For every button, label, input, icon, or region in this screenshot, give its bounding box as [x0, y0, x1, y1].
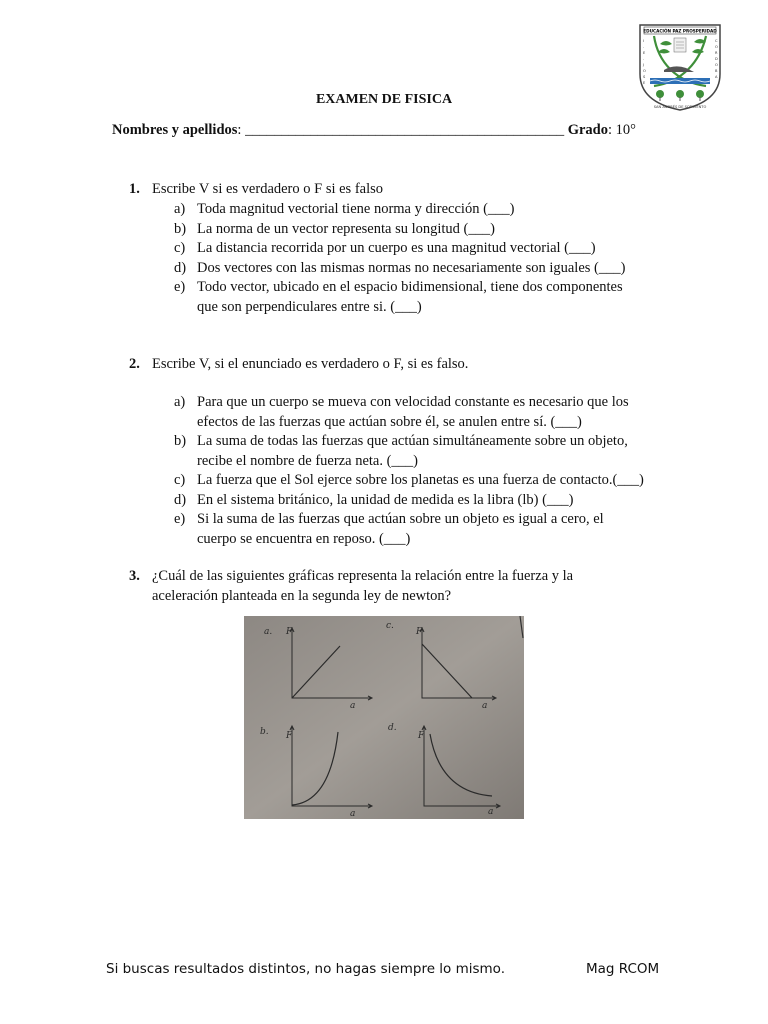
statement-item	[174, 432, 644, 471]
panel-a-x-label: a	[350, 701, 356, 711]
grade-value: : 10°	[607, 122, 636, 138]
item-line: efectos de las fuerzas que actúan sobre él, se anulen entre sí. (___)	[197, 413, 582, 430]
svg-text:E: E	[643, 51, 646, 55]
statement-item	[174, 393, 644, 432]
item-letter: e)	[174, 279, 186, 295]
question-number: 2.	[129, 356, 140, 372]
item-letter: b)	[174, 433, 187, 449]
statement-item	[174, 471, 644, 491]
svg-text:O: O	[715, 63, 718, 67]
svg-text:I: I	[643, 39, 645, 43]
panel-d-x-label: a	[488, 807, 494, 817]
item-line: En el sistema británico, la unidad de medida es la libra (lb) (___)	[197, 491, 574, 508]
student-name-line	[112, 122, 636, 139]
statement-item	[174, 259, 625, 279]
footer-quote: Si buscas resultados distintos, no hagas siempre lo mismo.	[106, 961, 505, 977]
svg-text:SAN ANDRÉS DE SOTAVENTO: SAN ANDRÉS DE SOTAVENTO	[653, 105, 707, 109]
panel-b-label: b.	[260, 727, 269, 737]
panel-c-y-label: F	[416, 627, 423, 637]
statement-item	[174, 239, 625, 259]
item-letter: e)	[174, 511, 186, 527]
statement-item	[174, 220, 625, 240]
question-number: 1.	[129, 181, 140, 197]
item-line: Para que un cuerpo se mueva con velocidad constante es necesario que los	[197, 394, 629, 410]
grade-label: Grado	[567, 122, 608, 138]
svg-text:S: S	[643, 75, 646, 79]
item-line: La distancia recorrida por un cuerpo es una magnitud vectorial (___)	[197, 240, 596, 256]
panel-b-x-label: a	[350, 809, 356, 819]
question-line: aceleración planteada en la segunda ley de newton?	[152, 587, 452, 604]
svg-text:A: A	[715, 75, 718, 79]
name-label: Nombres y apellidos	[112, 122, 238, 138]
question-text	[152, 567, 573, 606]
item-letter: c)	[174, 472, 186, 488]
question-1-items	[174, 200, 625, 317]
panel-d-label: d.	[388, 723, 397, 733]
exam-title: EXAMEN DE FISICA	[315, 92, 453, 107]
svg-text:J: J	[643, 63, 645, 67]
svg-text:E: E	[643, 81, 646, 85]
svg-text:R: R	[715, 51, 718, 55]
svg-text:.: .	[643, 45, 645, 49]
item-letter: d)	[174, 491, 187, 508]
item-line: La suma de todas las fuerzas que actúan simultáneamente sobre un objeto,	[197, 433, 628, 449]
svg-text:O: O	[715, 45, 718, 49]
item-line: Todo vector, ubicado en el espacio bidimensional, tiene dos componentes	[197, 279, 623, 295]
panel-a-y-label: F	[286, 627, 293, 637]
item-line: Toda magnitud vectorial tiene norma y dirección (___)	[197, 201, 515, 217]
panel-b-y-label: F	[286, 731, 293, 741]
panel-a-label: a.	[264, 627, 273, 637]
item-letter: d)	[174, 259, 187, 276]
item-letter: a)	[174, 394, 186, 410]
statement-item	[174, 491, 644, 511]
question-number: 3.	[129, 568, 140, 584]
panel-c-x-label: a	[482, 701, 488, 711]
svg-text:D: D	[715, 57, 718, 61]
name-blank: ____________________________________________	[245, 122, 565, 138]
question-text: Escribe V si es verdadero o F si es falso	[152, 181, 384, 197]
question-line: ¿Cuál de las siguientes gráficas representa la relación entre la fuerza y la	[152, 568, 574, 584]
force-acceleration-graphs-photo	[244, 616, 524, 819]
statement-item	[174, 200, 625, 220]
question-2-items	[174, 393, 644, 549]
item-line: Si la suma de las fuerzas que actúan sobre un objeto es igual a cero, el	[197, 511, 604, 527]
footer-author: Mag RCOM	[586, 961, 660, 977]
svg-text:EDUCACIÓN PAZ PROSPERIDAD: EDUCACIÓN PAZ PROSPERIDAD	[643, 28, 717, 34]
item-line: que son perpendiculares entre si. (___)	[197, 298, 422, 315]
svg-text:.: .	[643, 57, 645, 61]
item-letter: c)	[174, 240, 186, 256]
name-colon: :	[237, 122, 242, 138]
item-line: cuerpo se encuentra en reposo. (___)	[197, 530, 411, 547]
item-line: recibe el nombre de fuerza neta. (___)	[197, 452, 419, 469]
panel-d-y-label: F	[418, 731, 425, 741]
item-line: Dos vectores con las mismas normas no necesariamente son iguales (___)	[197, 259, 626, 276]
item-line: La norma de un vector representa su longitud (___)	[197, 220, 495, 237]
statement-item	[174, 278, 625, 317]
item-letter: a)	[174, 201, 186, 217]
question-text: Escribe V, si el enunciado es verdadero o F, si es falso.	[152, 356, 469, 372]
svg-text:B: B	[715, 69, 718, 73]
svg-text:O: O	[643, 69, 646, 73]
item-letter: b)	[174, 220, 187, 237]
panel-c-label: c.	[386, 621, 394, 631]
statement-item	[174, 510, 644, 549]
item-line: La fuerza que el Sol ejerce sobre los planetas es una fuerza de contacto.(___)	[197, 472, 644, 488]
svg-text:C: C	[715, 39, 718, 43]
